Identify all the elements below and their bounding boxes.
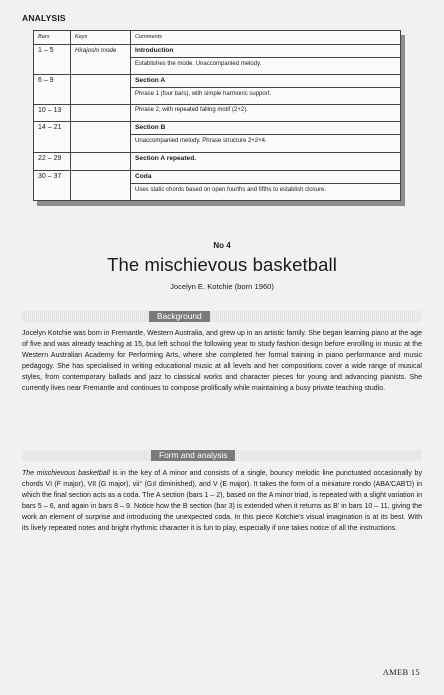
row-keys: Hirajoshi mode [71, 44, 131, 74]
row-bars: 22 – 29 [34, 152, 71, 170]
header-bars: Bars [34, 31, 71, 45]
row-comment-desc: Unaccompanied melody. Phrase structure 2+2+4. [131, 134, 400, 144]
piece-number: No 4 [213, 241, 231, 250]
form-analysis-text: is in the key of A minor and consists of a single, bouncy melodic line punctuated occasionally by chords VI (F major), VII (G major), vii° (G♯ diminished), and V (E major). It takes the form of a miniature rondo (ABA′CAB′D) in which the final section acts as a coda. The A section (bars 1 – 2), based on the A minor triad, is repeated with a slight variation in bars 5 – 6, and again in bars 8 – 9. Notice how the B section (bar 3) is extended when it returns as B′ in bars 10 – 11, giving the work an element of surprise and introducing the unexpected coda. In this piece Kotchie's visual imagination is at its best. With its lively repeated notes and bright rhythmic character it is fun to play, especially if one takes notice of all the instructions. [22, 470, 422, 532]
table-row [34, 152, 401, 170]
row-bars: 10 – 13 [34, 104, 71, 121]
row-comment-title: Introduction [135, 46, 174, 54]
row-comment-desc: Uses static chords based on open fourths and fifths to establish closure. [131, 183, 400, 193]
row-comment [131, 44, 401, 74]
row-bars: 14 – 21 [34, 121, 71, 152]
table-header-row [34, 31, 401, 45]
piece-title: The mischievous basketball [107, 254, 337, 275]
table-row [34, 44, 401, 74]
row-comment-desc: Phrase 2, with repeated falling motif (2+2). [135, 106, 248, 113]
row-comment [131, 104, 401, 121]
row-keys [71, 152, 131, 170]
row-comment-title: Coda [135, 173, 152, 180]
row-bars: 6 – 9 [34, 74, 71, 104]
analysis-heading: ANALYSIS [22, 13, 66, 23]
row-comment [131, 171, 401, 201]
row-keys [71, 121, 131, 152]
composer-line: Jocelyn E. Kotchie (born 1960) [170, 282, 274, 291]
page-footer: AMEB 15 [382, 667, 420, 677]
row-comment [131, 121, 401, 152]
row-comment-title: Section A repeated. [135, 154, 197, 162]
form-section-bar [22, 450, 422, 461]
background-heading: Background [149, 311, 210, 322]
table-row [34, 171, 401, 201]
table-row [34, 121, 401, 152]
row-keys [71, 171, 131, 201]
header-comments: Comments [131, 31, 401, 45]
form-analysis-heading: Form and analysis [151, 450, 235, 461]
table-row [34, 74, 401, 104]
row-comment-title: Section A [135, 76, 166, 84]
row-comment-desc: Phrase 1 (four bars), with simple harmonic support. [131, 87, 400, 97]
row-keys [71, 104, 131, 121]
piece-title-italic: The mischievous basketball [22, 470, 110, 477]
table-row [34, 104, 401, 121]
background-paragraph: Jocelyn Kotchie was born in Fremantle, Western Australia, and grew up in an artistic family. She began learning piano at the age of five and was already teaching at 15, but left school the following year to study fashion design before enrolling in music at the Western Australian Academy for Performing Arts, where she completed her formal training in piano performance and music pedagogy. She has specialised in writing educational music at all levels and her compositions cover a wide range of musical styles, from contemporary ballads and jazz to classical works and character pieces for young and advancing pianists. She currently lives near Fremantle and continues to compose prolifically while maintaining a busy private teaching studio. [22, 330, 422, 392]
header-keys: Keys [71, 31, 131, 45]
section-bar-fill [22, 311, 422, 322]
analysis-table [33, 30, 401, 201]
row-bars: 1 – 5 [34, 44, 71, 74]
row-comment [131, 152, 401, 170]
row-bars: 30 – 37 [34, 171, 71, 201]
background-section-bar [22, 311, 422, 322]
row-keys [71, 74, 131, 104]
row-comment-desc: Establishes the mode. Unaccompanied melody. [131, 57, 400, 67]
row-comment [131, 74, 401, 104]
form-analysis-paragraph [22, 469, 422, 535]
analysis-table-wrapper [33, 30, 401, 201]
row-comment-title: Section B [135, 123, 166, 131]
